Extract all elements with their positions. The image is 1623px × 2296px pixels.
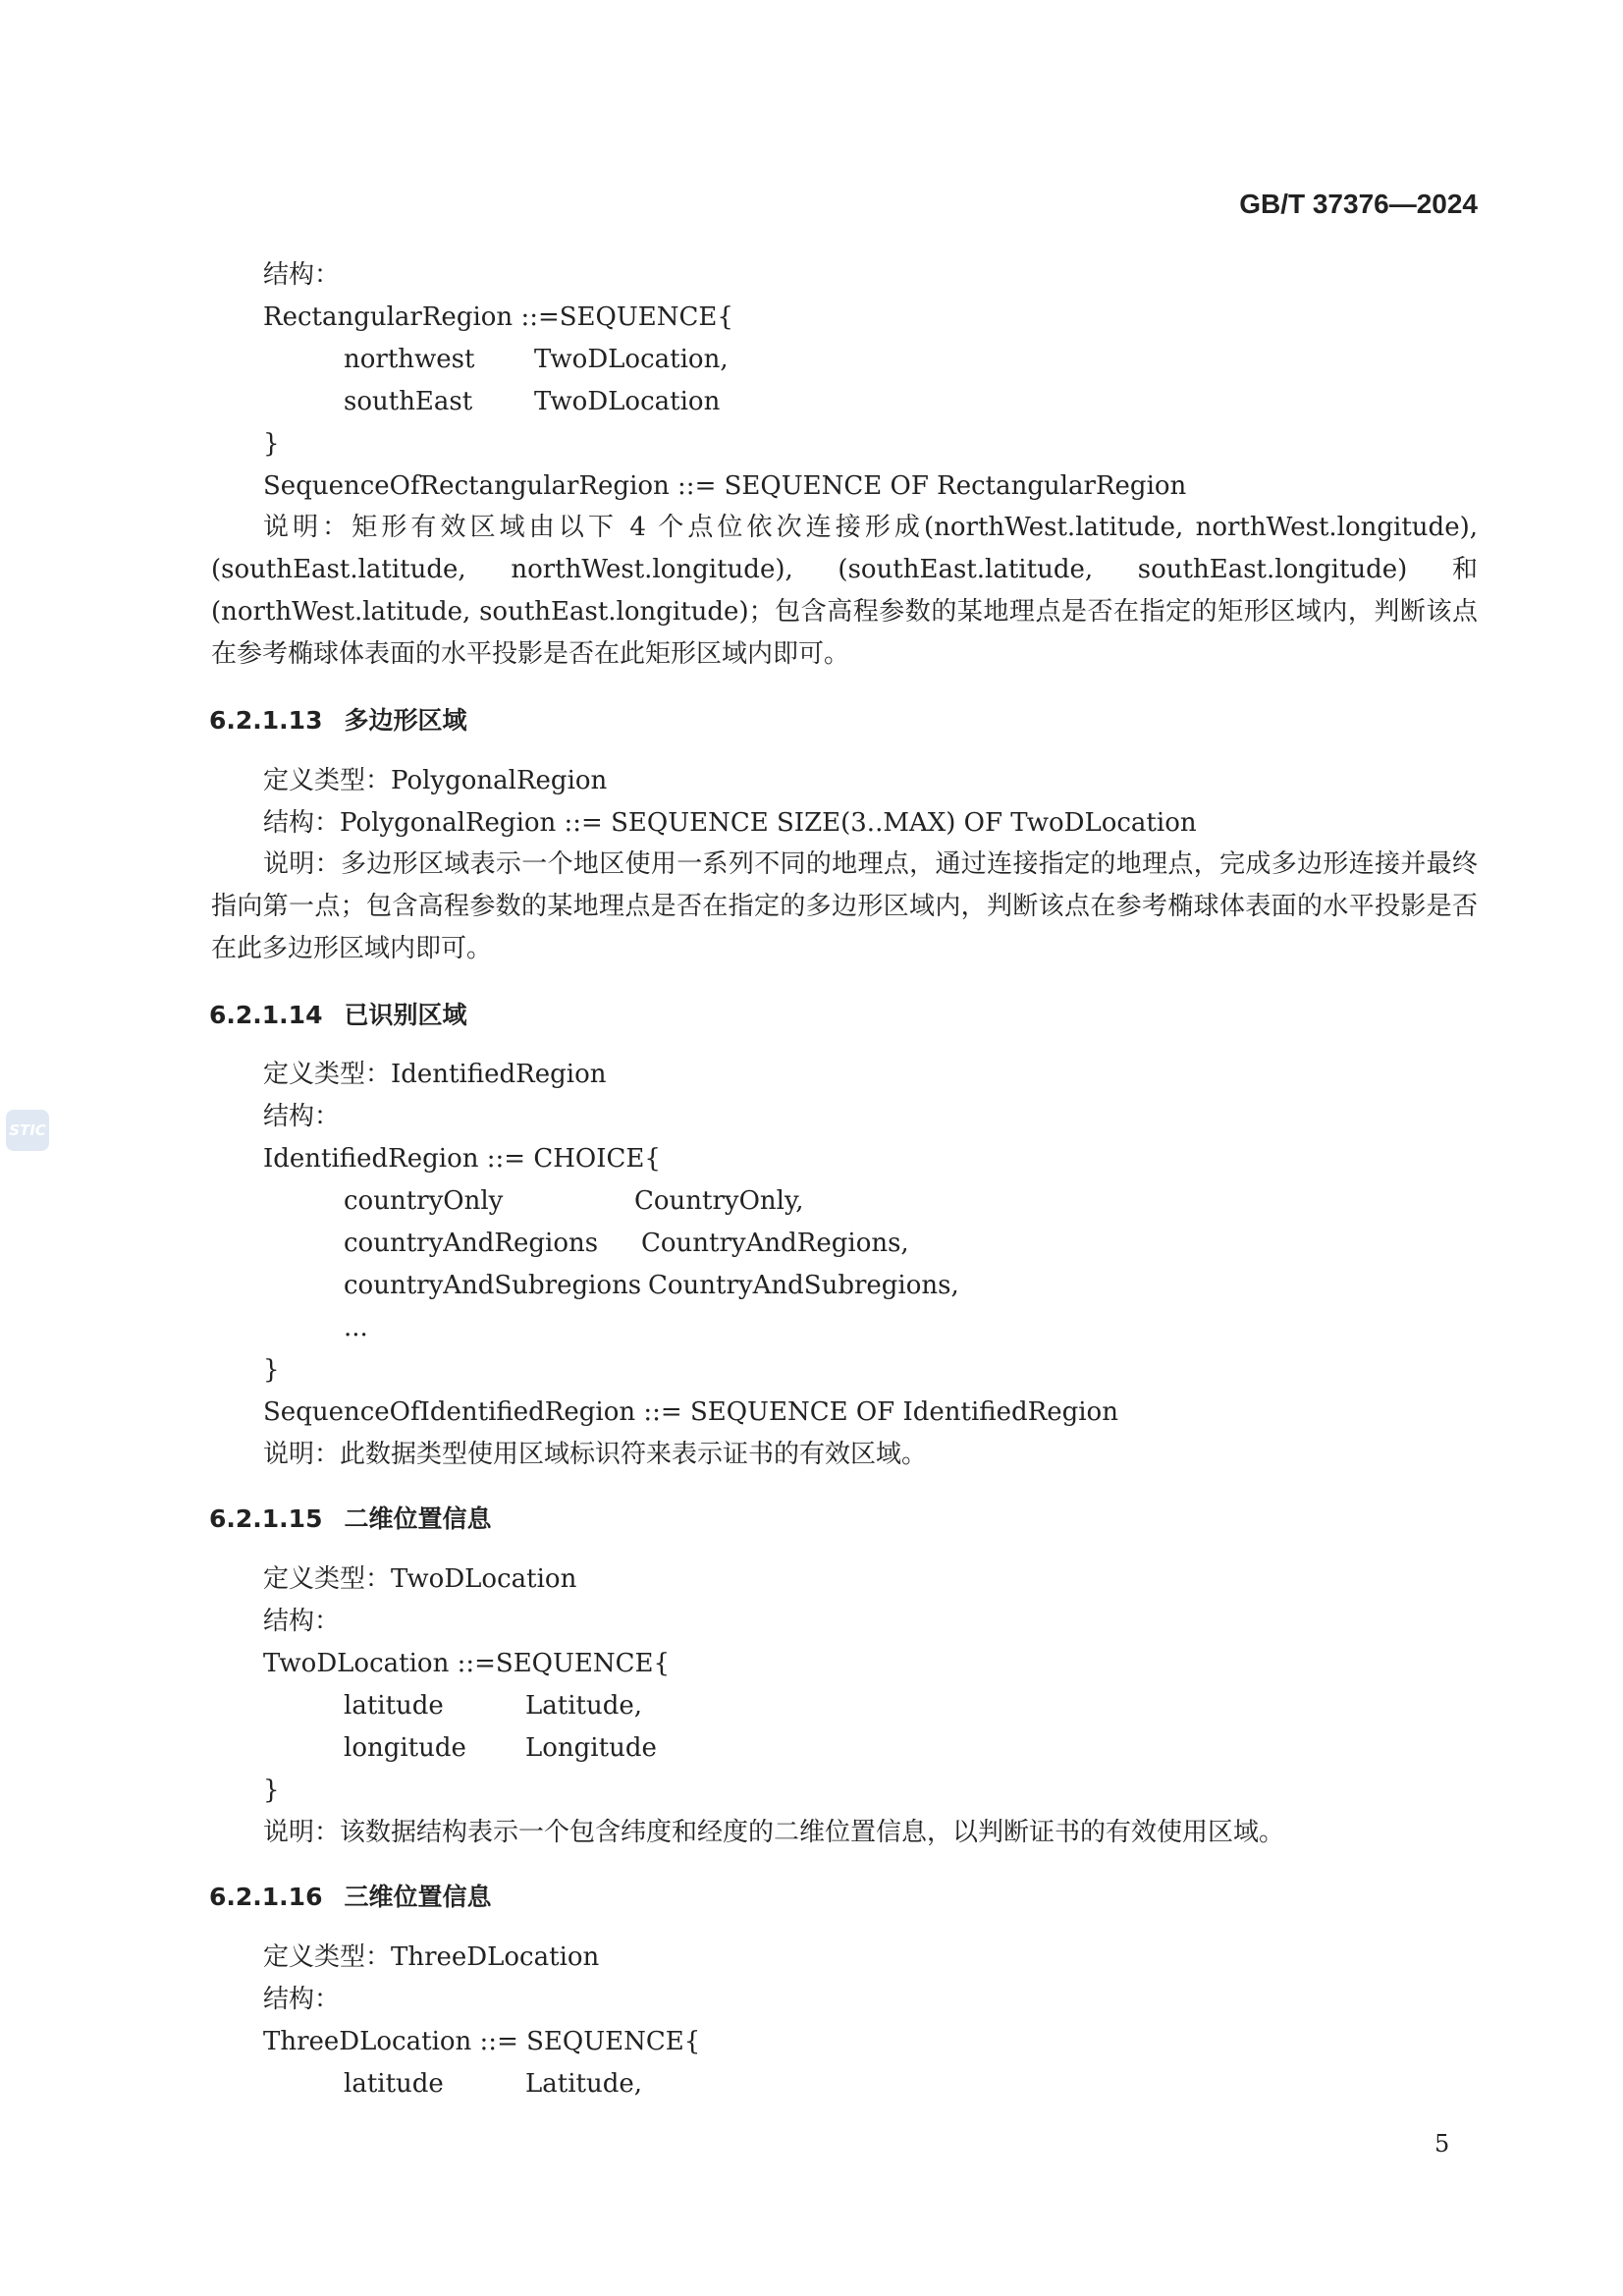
- field-name: northwest: [344, 345, 475, 374]
- stic-watermark-logo: STIC: [6, 1110, 49, 1151]
- field-name: countryAndSubregions: [344, 1271, 642, 1300]
- explanation-paragraph: 说明：多边形区域表示一个地区使用一系列不同的地理点，通过连接指定的地理点，完成多边形连接并最终指向第一点；包含高程参数的某地理点是否在指定的多边形区域内，判断该点在参考椭球体表面的水平投影是否在此多边形区域内即可。: [211, 849, 1478, 963]
- structure-line: 结构：PolygonalRegion ::= SEQUENCE SIZE(3..MAX) OF TwoDLocation: [263, 808, 1197, 838]
- section-title: 二维位置信息: [344, 1504, 492, 1533]
- struct-label: 结构：: [263, 1607, 341, 1636]
- field-name: latitude: [344, 1691, 444, 1721]
- field-type: Latitude,: [525, 1691, 643, 1721]
- section-heading-6.2.1.14: [209, 996, 466, 1031]
- field-type: CountryAndSubregions,: [648, 1271, 959, 1300]
- struct-label: 结构：: [263, 1985, 341, 2014]
- section-title: 多边形区域: [344, 706, 467, 735]
- field-name: latitude: [344, 2069, 444, 2099]
- field-type: Latitude,: [525, 2069, 643, 2099]
- field-name: southEast: [344, 387, 473, 416]
- asn1-definition-open: ThreeDLocation ::= SEQUENCE{: [263, 2027, 701, 2056]
- field-type: Longitude: [525, 1733, 657, 1763]
- sequence-of-line: SequenceOfRectangularRegion ::= SEQUENCE OF RectangularRegion: [263, 471, 1187, 501]
- field-name: countryOnly: [344, 1186, 504, 1216]
- document-id: GB/T 37376—2024: [1239, 189, 1478, 219]
- asn1-close-brace: }: [263, 1776, 280, 1805]
- section-heading-6.2.1.16: [209, 1878, 491, 1913]
- explanation-paragraph: 说明：矩形有效区域由以下 4 个点位依次连接形成(northWest.latitude, northWest.longitude), (southEast.latitude, northWest.longitude), (southEast.latitude, southEast.longitude) 和 (northWest.latitude, southEast.longitude)；包含高程参数的某地理点是否在指定的矩形区域内，判断该点在参考椭球体表面的水平投影是否在此矩形区域内即可。: [211, 513, 1478, 669]
- section-number: 6.2.1.14: [209, 1001, 323, 1029]
- section-heading-6.2.1.15: [209, 1500, 491, 1535]
- section-title: 已识别区域: [344, 1001, 467, 1029]
- asn1-close-brace: }: [263, 429, 280, 459]
- section-number: 6.2.1.15: [209, 1504, 323, 1533]
- field-type: TwoDLocation,: [534, 345, 729, 374]
- struct-label: 结构：: [263, 1102, 341, 1131]
- asn1-definition-open: TwoDLocation ::=SEQUENCE{: [263, 1649, 671, 1678]
- definition-type: 定义类型：ThreeDLocation: [263, 1942, 600, 1972]
- explanation-paragraph: 说明：该数据结构表示一个包含纬度和经度的二维位置信息，以判断证书的有效使用区域。: [263, 1818, 1285, 1847]
- section-title: 三维位置信息: [344, 1883, 492, 1911]
- struct-label: 结构：: [263, 260, 341, 290]
- section-number: 6.2.1.13: [209, 706, 323, 735]
- field-type: CountryOnly,: [634, 1186, 804, 1216]
- field-type: CountryAndRegions,: [641, 1229, 909, 1258]
- definition-type: 定义类型：IdentifiedRegion: [263, 1060, 607, 1089]
- explanation-paragraph: 说明：此数据类型使用区域标识符来表示证书的有效区域。: [263, 1440, 928, 1469]
- section-heading-6.2.1.13: [209, 701, 466, 737]
- definition-type: 定义类型：TwoDLocation: [263, 1564, 577, 1594]
- definition-type: 定义类型：PolygonalRegion: [263, 766, 608, 795]
- field-type: TwoDLocation: [534, 387, 721, 416]
- sequence-of-line: SequenceOfIdentifiedRegion ::= SEQUENCE OF IdentifiedRegion: [263, 1397, 1118, 1427]
- field-name: countryAndRegions: [344, 1229, 599, 1258]
- asn1-definition-open: RectangularRegion ::=SEQUENCE{: [263, 302, 733, 332]
- asn1-close-brace: }: [263, 1355, 280, 1385]
- ellipsis: ...: [344, 1313, 368, 1342]
- asn1-definition-open: IdentifiedRegion ::= CHOICE{: [263, 1144, 661, 1174]
- page-number: 5: [1434, 2130, 1450, 2158]
- section-number: 6.2.1.16: [209, 1883, 323, 1911]
- field-name: longitude: [344, 1733, 466, 1763]
